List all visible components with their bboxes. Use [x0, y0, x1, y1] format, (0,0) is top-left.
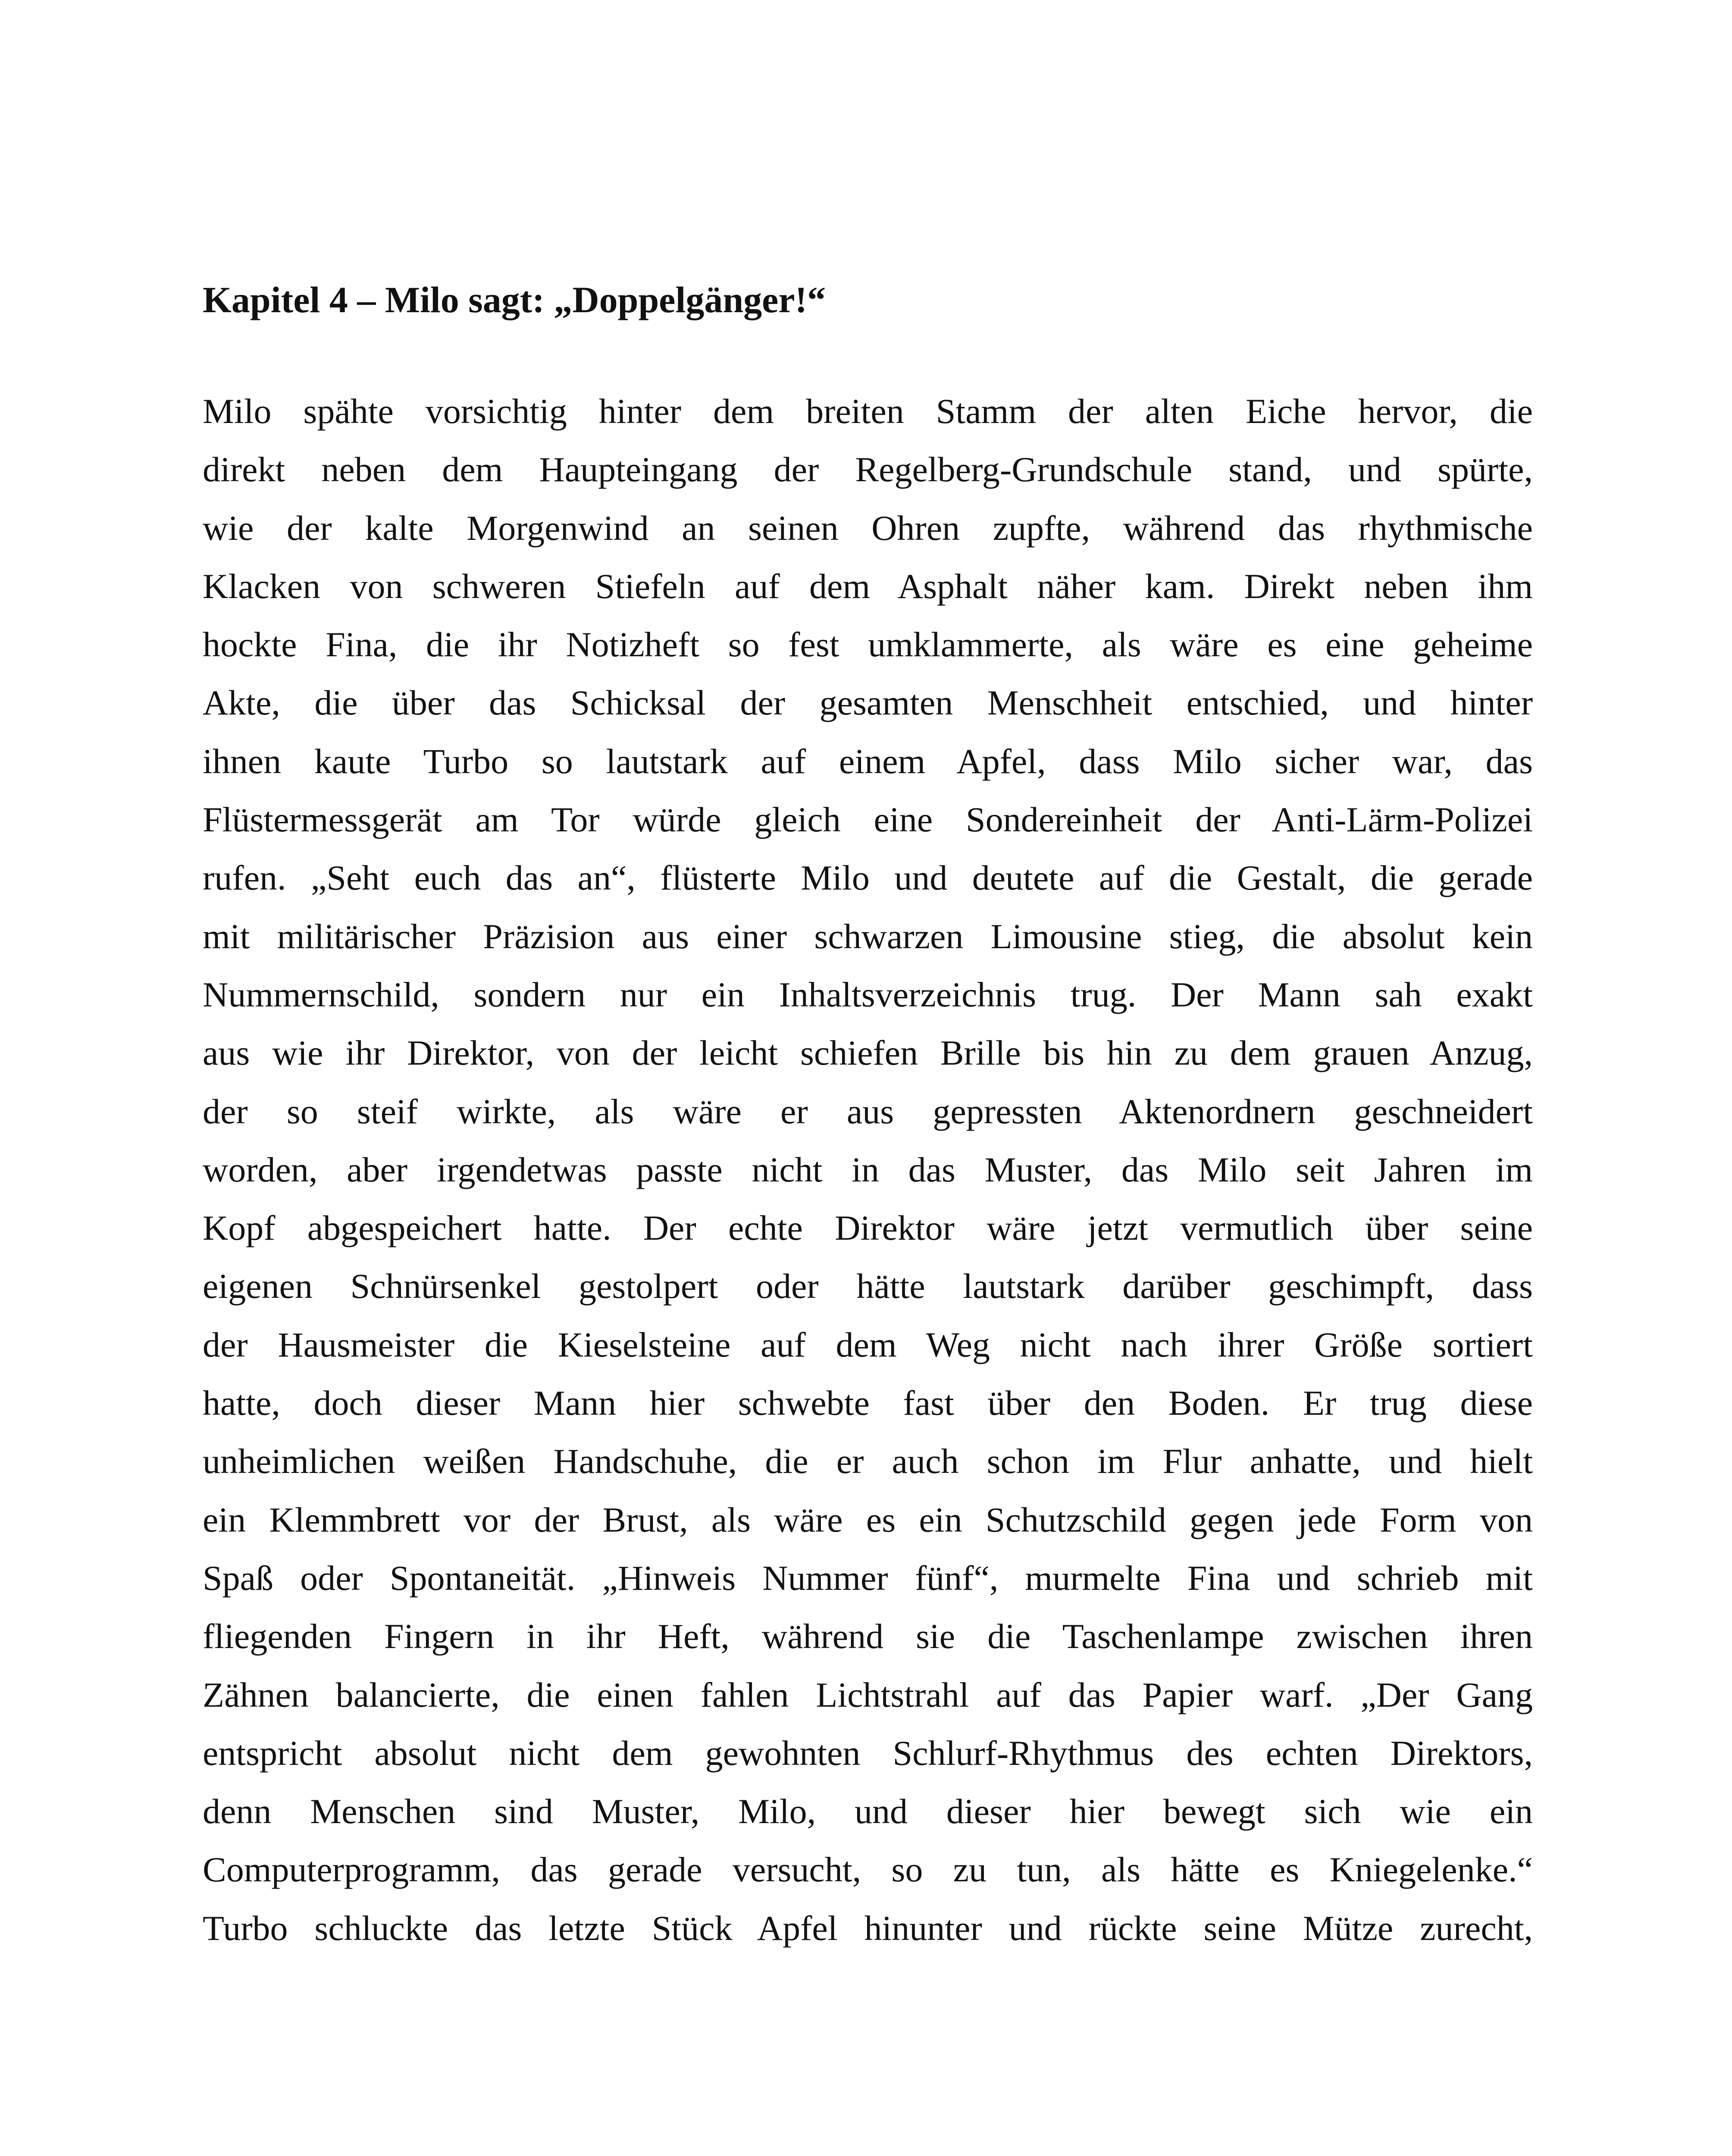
body-text-line: Milo spähte vorsichtig hinter dem breiten Stamm der alten Eiche hervor, die [203, 392, 1533, 431]
body-text-line: Flüstermessgerät am Tor würde gleich eine Sondereinheit der Anti-Lärm-Polizei [203, 800, 1533, 840]
body-text-line: Computerprogramm, das gerade versucht, so zu tun, als hätte es Kniegelenke.“ [203, 1850, 1533, 1890]
body-text-line: Turbo schluckte das letzte Stück Apfel hinunter und rückte seine Mütze zurecht, [203, 1908, 1533, 1948]
body-text-line: ihnen kaute Turbo so lautstark auf einem Apfel, dass Milo sicher war, das [203, 741, 1533, 781]
body-text-line: der Hausmeister die Kieselsteine auf dem Weg nicht nach ihrer Größe sortiert [203, 1325, 1533, 1364]
body-text-line: Nummernschild, sondern nur ein Inhaltsverzeichnis trug. Der Mann sah exakt [203, 975, 1533, 1014]
body-text-line: Kopf abgespeichert hatte. Der echte Direktor wäre jetzt vermutlich über seine [203, 1208, 1533, 1248]
body-text-line: entspricht absolut nicht dem gewohnten Schlurf-Rhythmus des echten Direktors, [203, 1733, 1533, 1773]
body-text-line: Akte, die über das Schicksal der gesamten Menschheit entschied, und hinter [203, 683, 1533, 723]
body-text-line: unheimlichen weißen Handschuhe, die er auch schon im Flur anhatte, und hielt [203, 1442, 1533, 1481]
body-text-line: Klacken von schweren Stiefeln auf dem Asphalt näher kam. Direkt neben ihm [203, 566, 1533, 606]
body-text-line: der so steif wirkte, als wäre er aus gepressten Aktenordnern geschneidert [203, 1091, 1533, 1131]
body-text-line: Spaß oder Spontaneität. „Hinweis Nummer fünf“, murmelte Fina und schrieb mit [203, 1558, 1533, 1598]
chapter-title: Kapitel 4 – Milo sagt: „Doppelgänger!“ [203, 279, 826, 320]
body-text-line: ein Klemmbrett vor der Brust, als wäre es ein Schutzschild gegen jede Form von [203, 1500, 1533, 1539]
body-text-line: wie der kalte Morgenwind an seinen Ohren zupfte, während das rhythmische [203, 508, 1533, 548]
body-text-line: rufen. „Seht euch das an“, flüsterte Milo und deutete auf die Gestalt, die gerade [203, 858, 1533, 898]
body-text-line: denn Menschen sind Muster, Milo, und dieser hier bewegt sich wie ein [203, 1792, 1533, 1831]
chapter-body-text [203, 382, 1533, 1957]
body-text-line: aus wie ihr Direktor, von der leicht schiefen Brille bis hin zu dem grauen Anzug, [203, 1033, 1533, 1073]
body-text-line: Zähnen balancierte, die einen fahlen Lichtstrahl auf das Papier warf. „Der Gang [203, 1675, 1533, 1714]
body-text-line: fliegenden Fingern in ihr Heft, während sie die Taschenlampe zwischen ihren [203, 1617, 1533, 1656]
body-text-line: direkt neben dem Haupteingang der Regelberg-Grundschule stand, und spürte, [203, 450, 1533, 489]
body-text-line: worden, aber irgendetwas passte nicht in das Muster, das Milo seit Jahren im [203, 1150, 1533, 1189]
body-text-line: eigenen Schnürsenkel gestolpert oder hätte lautstark darüber geschimpft, dass [203, 1266, 1533, 1306]
body-text-line: hockte Fina, die ihr Notizheft so fest umklammerte, als wäre es eine geheime [203, 625, 1533, 664]
body-text-line: hatte, doch dieser Mann hier schwebte fast über den Boden. Er trug diese [203, 1383, 1533, 1423]
body-text-line: mit militärischer Präzision aus einer schwarzen Limousine stieg, die absolut kein [203, 916, 1533, 956]
